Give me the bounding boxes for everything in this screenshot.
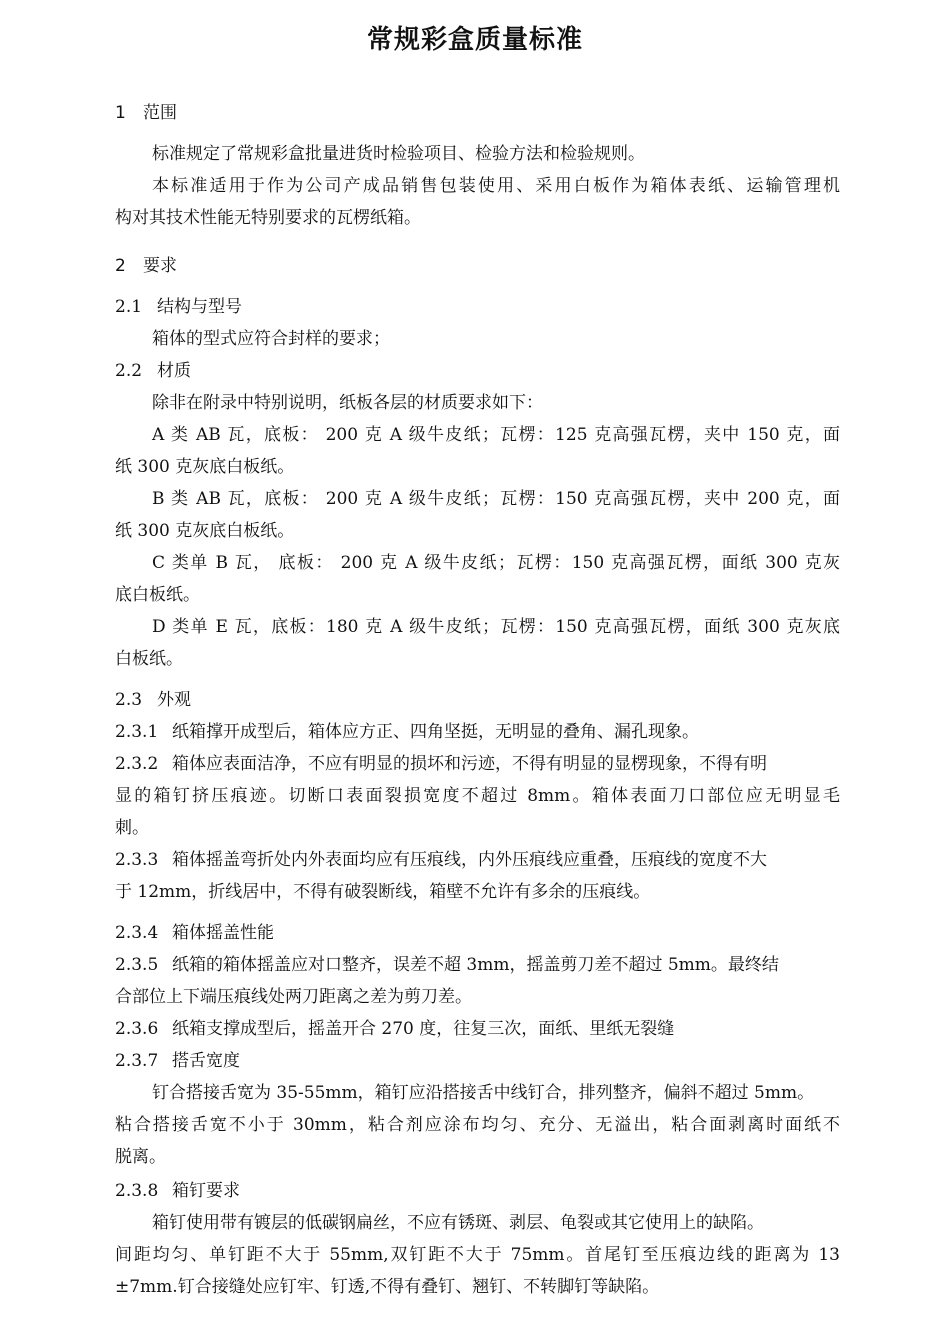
paragraph: 构对其技术性能无特别要求的瓦楞纸箱。	[115, 208, 421, 228]
subsection-title: 材质	[157, 361, 191, 381]
clause-number: 2.3.6	[115, 1019, 159, 1039]
material-c: 底白板纸。	[115, 585, 200, 605]
clause-2-3-7	[115, 1049, 840, 1073]
clause-2-3-6	[115, 1017, 840, 1041]
section-number: 1	[115, 103, 126, 123]
clause-text: 搭舌宽度	[172, 1051, 240, 1071]
clause-2-3-7: 脱离。	[115, 1147, 166, 1167]
paragraph: 除非在附录中特别说明，纸板各层的材质要求如下：	[152, 393, 543, 413]
clause-2-3-2: 刺。	[115, 818, 149, 838]
subsection-number: 2.3	[115, 690, 143, 710]
paragraph: 标准规定了常规彩盒批量进货时检验项目、检验方法和检验规则。	[152, 144, 645, 164]
section-2-heading	[115, 254, 840, 278]
subsection-title: 外观	[157, 690, 191, 710]
clause-number: 2.3.2	[115, 754, 159, 774]
material-a: A 类 AB 瓦，底板： 200 克 A 级牛皮纸；瓦楞：125 克高强瓦楞，夹中 150 克，面	[152, 425, 840, 445]
material-d: D 类单 E 瓦，底板：180 克 A 级牛皮纸；瓦楞：150 克高强瓦楞，面纸 300 克灰底	[152, 617, 840, 637]
subsection-number: 2.1	[115, 297, 143, 317]
section-title: 要求	[143, 256, 177, 276]
clause-text: 箱体摇盖弯折处内外表面均应有压痕线，内外压痕线应重叠，压痕线的宽度不大	[172, 850, 767, 870]
clause-2-3-8: 箱钉使用带有镀层的低碳钢扁丝，不应有锈斑、剥层、龟裂或其它使用上的缺陷。	[152, 1213, 764, 1233]
clause-text: 箱钉要求	[172, 1181, 240, 1201]
clause-2-3-7: 钉合搭接舌宽为 35-55mm，箱钉应沿搭接舌中线钉合，排列整齐，偏斜不超过 5mm。	[152, 1083, 815, 1103]
section-1-heading	[115, 101, 840, 125]
clause-2-3-1	[115, 720, 840, 744]
clause-number: 2.3.4	[115, 923, 159, 943]
clause-2-3-3	[115, 848, 840, 872]
clause-2-3-8	[115, 1179, 840, 1203]
clause-number: 2.3.8	[115, 1181, 159, 1201]
clause-text: 纸箱的箱体摇盖应对口整齐，误差不超 3mm，摇盖剪刀差不超过 5mm。最终结	[172, 955, 779, 975]
clause-number: 2.3.1	[115, 722, 159, 742]
clause-text: 箱体摇盖性能	[172, 923, 274, 943]
material-b: B 类 AB 瓦，底板： 200 克 A 级牛皮纸；瓦楞：150 克高强瓦楞，夹中 200 克，面	[152, 489, 840, 509]
clause-number: 2.3.3	[115, 850, 159, 870]
clause-2-3-7: 粘合搭接舌宽不小于 30mm，粘合剂应涂布均匀、充分、无溢出，粘合面剥离时面纸不	[115, 1115, 840, 1135]
subsection-title: 结构与型号	[157, 297, 242, 317]
clause-2-3-8: ±7mm.钉合接缝处应钉牢、钉透,不得有叠钉、翘钉、不转脚钉等缺陷。	[115, 1277, 660, 1297]
clause-number: 2.3.7	[115, 1051, 159, 1071]
page-title: 常规彩盒质量标准	[366, 25, 583, 55]
subsection-number: 2.2	[115, 361, 143, 381]
subsection-heading	[115, 359, 840, 383]
subsection-heading	[115, 295, 840, 319]
material-c: C 类单 B 瓦， 底板： 200 克 A 级牛皮纸；瓦楞：150 克高强瓦楞，面纸 300 克灰	[152, 553, 840, 573]
clause-2-3-2: 显的箱钉挤压痕迹。切断口表面裂损宽度不超过 8mm。箱体表面刀口部位应无明显毛	[115, 786, 840, 806]
section-number: 2	[115, 256, 126, 276]
clause-2-3-8: 间距均匀、单钉距不大于 55mm,双钉距不大于 75mm。首尾钉至压痕边线的距离为 13	[115, 1245, 840, 1265]
material-a: 纸 300 克灰底白板纸。	[115, 457, 295, 477]
clause-text: 纸箱撑开成型后，箱体应方正、四角坚挺，无明显的叠角、漏孔现象。	[172, 722, 699, 742]
section-title: 范围	[143, 103, 177, 123]
subsection-heading	[115, 688, 840, 712]
clause-number: 2.3.5	[115, 955, 159, 975]
material-b: 纸 300 克灰底白板纸。	[115, 521, 295, 541]
clause-2-3-2	[115, 752, 840, 776]
clause-2-3-5: 合部位上下端压痕线处两刀距离之差为剪刀差。	[115, 987, 472, 1007]
clause-text: 纸箱支撑成型后，摇盖开合 270 度，往复三次，面纸、里纸无裂缝	[172, 1019, 675, 1039]
material-d: 白板纸。	[115, 649, 183, 669]
clause-2-3-5	[115, 953, 840, 977]
clause-text: 箱体应表面洁净，不应有明显的损坏和污迹，不得有明显的显楞现象，不得有明	[172, 754, 767, 774]
paragraph: 箱体的型式应符合封样的要求；	[152, 329, 390, 349]
clause-2-3-3: 于 12mm，折线居中，不得有破裂断线，箱壁不允许有多余的压痕线。	[115, 882, 651, 902]
paragraph: 本标准适用于作为公司产成品销售包装使用、采用白板作为箱体表纸、运输管理机	[152, 176, 840, 196]
clause-2-3-4	[115, 921, 840, 945]
